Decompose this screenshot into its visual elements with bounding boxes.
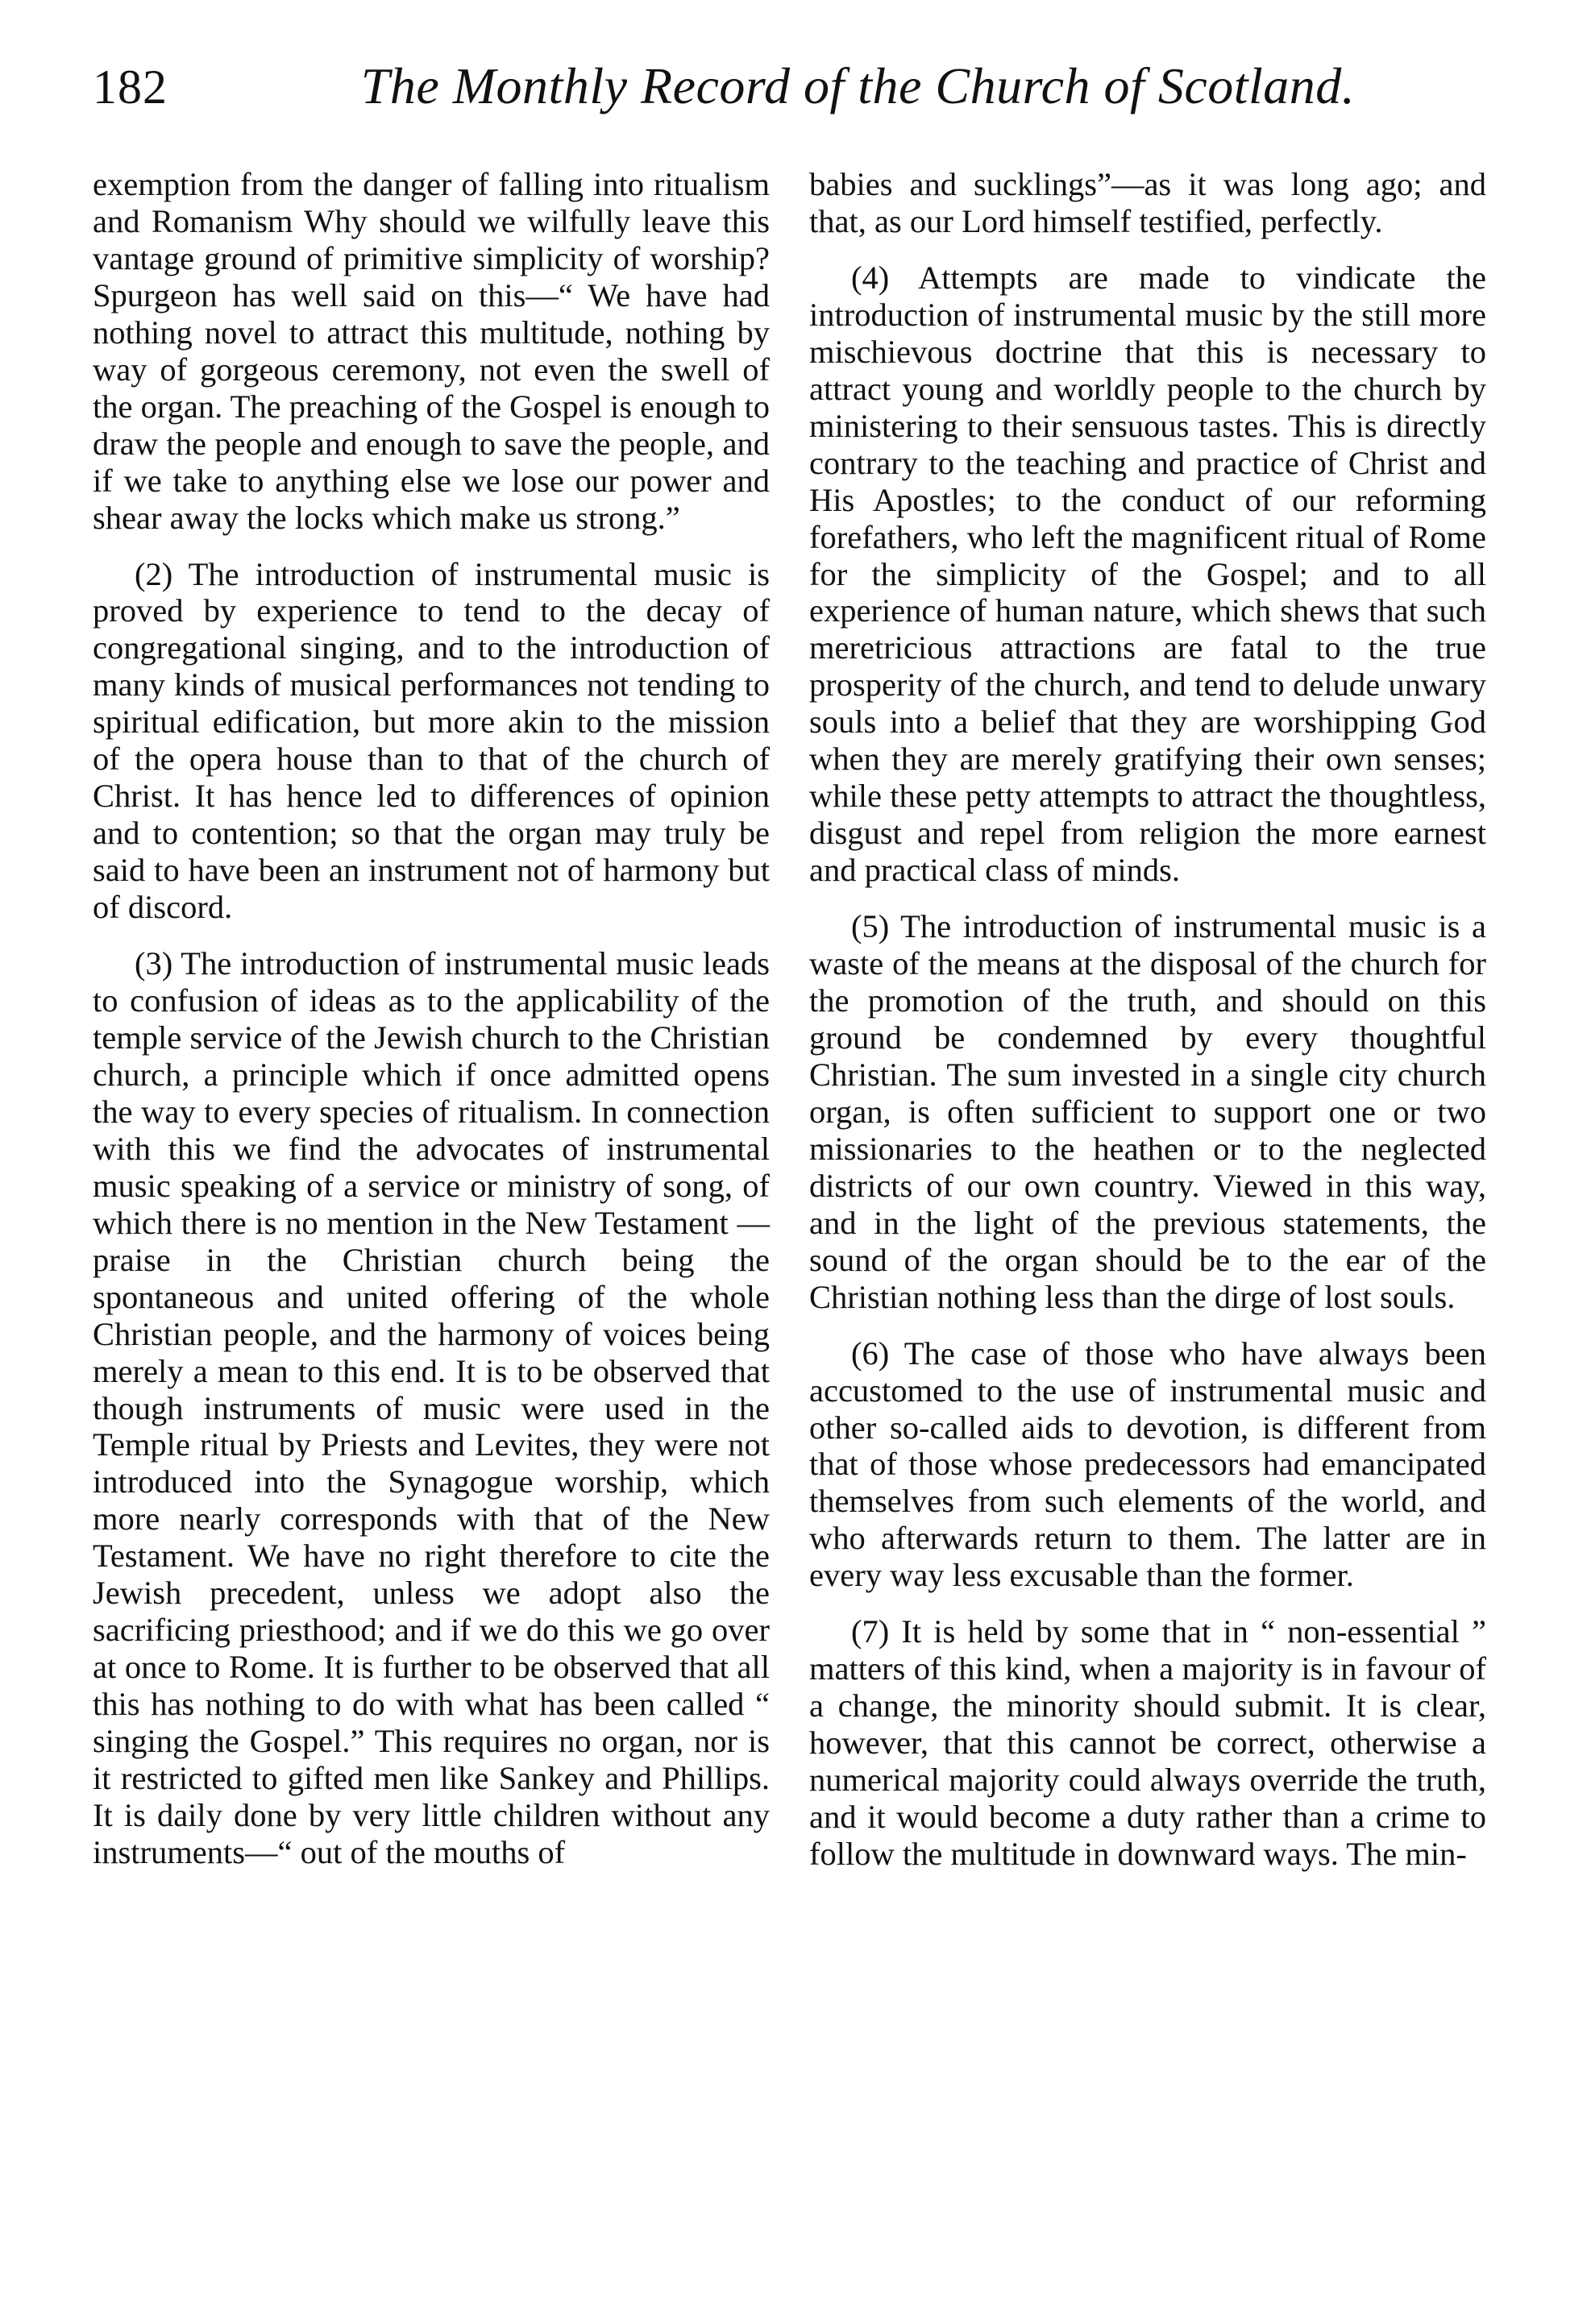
paragraph-point-7: (7) It is held by some that in “ non-essential ” matters of this kind, when a majority is in favour of a change, the minority should submit. It is clear, however, that this cannot be correct, otherwise a numerical majority could always override the truth, and it would become a duty rather than a crime to follow the multitude in downward ways. The min- bbox=[809, 1613, 1486, 1872]
right-column bbox=[809, 166, 1486, 2269]
paragraph-babies: babies and sucklings”—as it was long ago; and that, as our Lord himself testified, perfectly. bbox=[809, 166, 1486, 239]
paragraph-point-5: (5) The introduction of instrumental music is a waste of the means at the disposal of the church for the promotion of the truth, and should on this ground be condemned by every thoughtful Christian. The sum invested in a single city church organ, is often sufficient to support one or two missionaries to the heathen or to the neglected districts of our own country. Viewed in this way, and in the light of the previous statements, the sound of the organ should be to the ear of the Christian nothing less than the dirge of lost souls. bbox=[809, 908, 1486, 1315]
page-number: 182 bbox=[93, 60, 168, 114]
paragraph-point-6: (6) The case of those who have always been accustomed to the use of instrumental music and other so-called aids to devotion, is different from that of those whose predecessors had emancipated themselves from such elements of the world, and who afterwards return to them. The latter are in every way less excusable than the former. bbox=[809, 1334, 1486, 1594]
paragraph-point-2: (2) The introduction of instrumental music is proved by experience to tend to the decay of congregational singing, and to the introduction of many kinds of musical performances not tending to spiritual edification, but more akin to the mission of the opera house than to that of the church of Christ. It has hence led to differences of opinion and to contention; so that the organ may truly be said to have been an instrument not of harmony but of discord. bbox=[93, 555, 770, 926]
paragraph-point-4: (4) Attempts are made to vindicate the introduction of instrumental music by the still more mischievous doctrine that this is necessary to attract young and worldly people to the church by ministering to their sensuous tastes. This is directly contrary to the teaching and practice of Christ and His Apostles; to the conduct of our reforming forefathers, who left the magnificent ritual of Rome for the simplicity of the Gospel; and to all experience of human nature, which shews that such meretricious attractions are fatal to the true prosperity of the church, and tend to delude unwary souls into a belief that they are worshipping God when they are merely gratifying their own senses; while these petty attempts to attract the thoughtless, disgust and repel from religion the more earnest and practical class of minds. bbox=[809, 259, 1486, 889]
page-header bbox=[93, 56, 1486, 129]
left-column bbox=[93, 166, 770, 2269]
running-title: The Monthly Record of the Church of Scotland. bbox=[360, 57, 1356, 114]
paragraph-point-3: (3) The introduction of instrumental music leads to confusion of ideas as to the applicability of the temple service of the Jewish church to the Christian church, a principle which if once admitted opens the way to every species of ritualism. In connection with this we find the advocates of instrumental music speaking of a service or ministry of song, of which there is no mention in the New Testament —praise in the Christian church being the spontaneous and united offering of the whole Christian people, and the harmony of voices being merely a mean to this end. It is to be observed that though instruments of music were used in the Temple ritual by Priests and Levites, they were not introduced into the Synagogue worship, which more nearly corresponds with that of the New Testament. We have no right therefore to cite the Jewish precedent, unless we adopt also the sacrificing priesthood; and if we do this we go over at once to Rome. It is further to be observed that all this has nothing to do with what has been called “ singing the Gospel.” This requires no organ, nor is it restricted to gifted men like Sankey and Phillips. It is daily done by very little children without any instruments—“ out of the mouths of bbox=[93, 945, 770, 1870]
paragraph-exemption: exemption from the danger of falling into ritualism and Romanism Why should we wilfully leave this vantage ground of primitive simplicity of worship? Spurgeon has well said on this—“ We have had nothing novel to attract this multitude, nothing by way of gorgeous ceremony, not even the swell of the organ. The preaching of the Gospel is enough to draw the people and enough to save the people, and if we take to anything else we lose our power and shear away the locks which make us strong.” bbox=[93, 166, 770, 536]
text-columns bbox=[93, 166, 1486, 2269]
